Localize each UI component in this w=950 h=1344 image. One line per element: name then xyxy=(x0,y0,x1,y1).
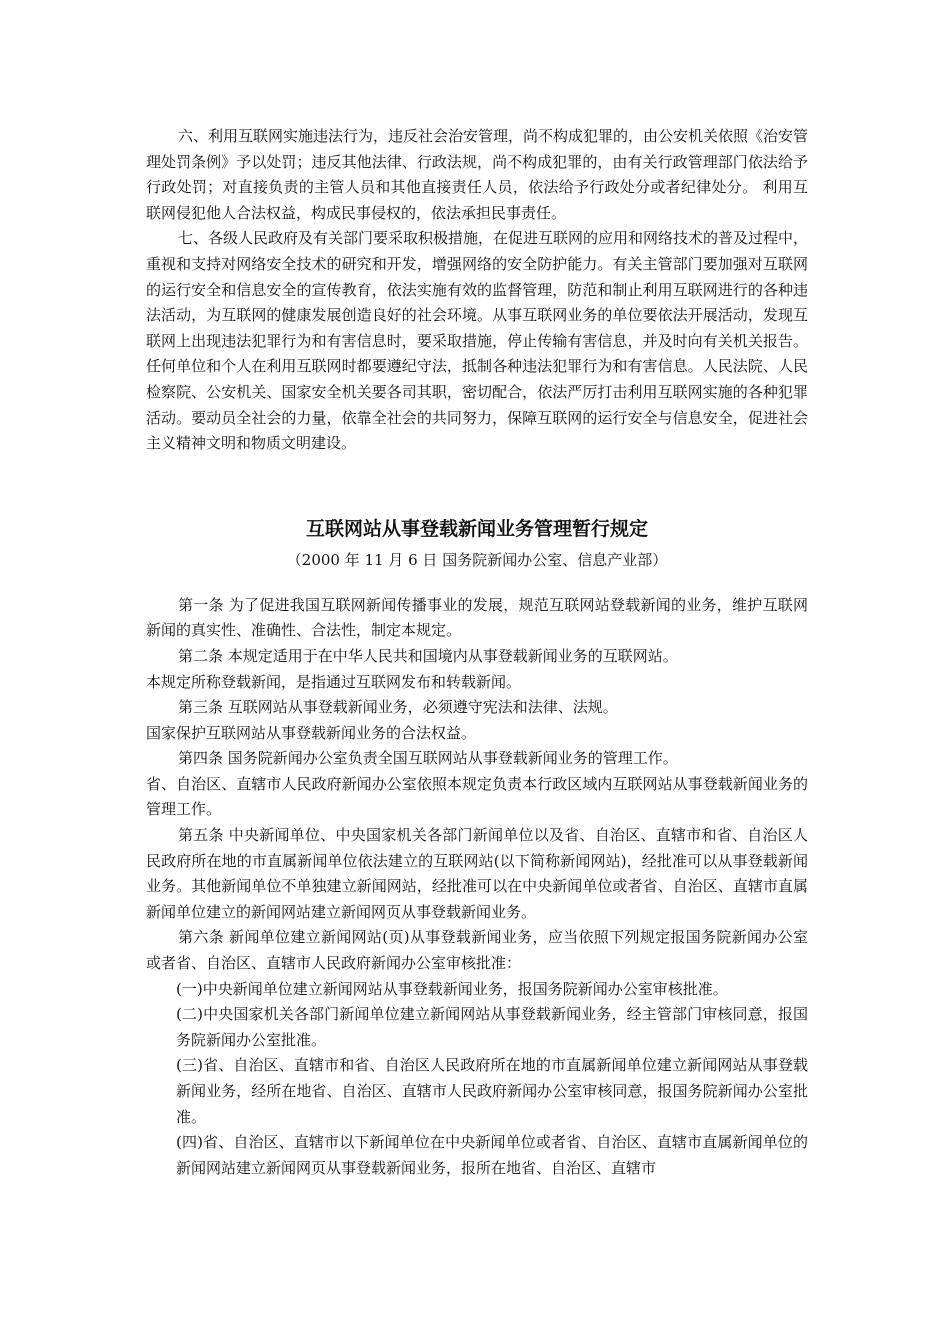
article-6-item-2: (二)中央国家机关各部门新闻单位建立新闻网站从事登载新闻业务，经主管部门审核同意，报国务院新闻办公室批准。 xyxy=(176,1005,808,1049)
article-3: 第三条 互联网站从事登载新闻业务，必须遵守宪法和法律、法规。 xyxy=(178,698,618,717)
section-gap xyxy=(146,457,808,515)
article-1: 第一条 为了促进我国互联网新闻传播事业的发展，规范互联网站登载新闻的业务，维护互联网新闻的真实性、准确性、合法性，制定本规定。 xyxy=(146,595,808,640)
article-6-item-3: (三)省、自治区、直辖市和省、自治区人民政府所在地的市直属新闻单位建立新闻网站从事登载新闻业务，经所在地省、自治区、直辖市人民政府新闻办公室审核同意，报国务院新闻办公室批准。 xyxy=(176,1056,808,1126)
regulation-subtitle: （2000 年 11 月 6 日 国务院新闻办公室、信息产业部） xyxy=(286,550,668,569)
article-3-continued: 国家保护互联网站从事登载新闻业务的合法权益。 xyxy=(146,723,477,742)
article-6: 第六条 新闻单位建立新闻网站(页)从事登载新闻业务，应当依照下列规定报国务院新闻办公室或者省、自治区、直辖市人民政府新闻办公室审核批准： xyxy=(146,928,808,973)
article-6-item-4: (四)省、自治区、直辖市以下新闻单位在中央新闻单位或者省、自治区、直辖市直属新闻单位的新闻网站建立新闻网页从事登载新闻业务，报所在地省、自治区、直辖市 xyxy=(176,1133,808,1177)
paragraph-seven: 七、各级人民政府及有关部门要采取积极措施，在促进互联网的应用和网络技术的普及过程中，重视和支持对网络安全技术的研究和开发，增强网络的安全防护能力。有关主管部门要加强对互联网的运行安全和信息安全的宣传教育，依法实施有效的监督管理，防范和制止利用互联网进行的各种违法活动，为互联网的健康发展创造良好的社会环境。从事互联网业务的单位要依法开展活动，发现互联网上出现违法犯罪行为和有害信息时，要采取措施，停止传输有害信息，并及时向有关机关报告。任何单位和个人在利用互联网时都要遵纪守法，抵制各种违法犯罪行为和有害信息。人民法院、人民检察院、公安机关、国家安全机关要各司其职，密切配合，依法严厉打击利用互联网实施的各种犯罪活动。要动员全社会的力量，依靠全社会的共同努力，保障互联网的运行安全与信息安全，促进社会主义精神文明和物质文明建设。 xyxy=(146,229,809,453)
document-page xyxy=(146,124,808,1181)
article-2: 第二条 本规定适用于在中华人民共和国境内从事登载新闻业务的互联网站。 xyxy=(178,646,678,665)
article-2-continued: 本规定所称登载新闻，是指通过互联网发布和转载新闻。 xyxy=(146,672,522,691)
article-4-continued: 省、自治区、直辖市人民政府新闻办公室依照本规定负责本行政区域内互联网站从事登载新闻业务的管理工作。 xyxy=(146,774,808,819)
regulation-title: 互联网站从事登载新闻业务管理暂行规定 xyxy=(305,517,648,540)
paragraph-six: 六、利用互联网实施违法行为，违反社会治安管理，尚不构成犯罪的，由公安机关依照《治安管理处罚条例》予以处罚；违反其他法律、行政法规，尚不构成犯罪的，由有关行政管理部门依法给予行政处罚；对直接负责的主管人员和其他直接责任人员，依法给予行政处分或者纪律处分。 利用互联网侵犯他人合法权益，构成民事侵权的，依法承担民事责任。 xyxy=(146,127,809,222)
article-4: 第四条 国务院新闻办公室负责全国互联网站从事登载新闻业务的管理工作。 xyxy=(178,749,678,768)
article-6-item-1: (一)中央新闻单位建立新闻网站从事登载新闻业务，报国务院新闻办公室审核批准。 xyxy=(176,979,728,998)
article-5: 第五条 中央新闻单位、中央国家机关各部门新闻单位以及省、自治区、直辖市和省、自治区人民政府所在地的市直属新闻单位依法建立的互联网站(以下简称新闻网站)，经批准可以从事登载新闻业务。其他新闻单位不单独建立新闻网站，经批准可以在中央新闻单位或者省、自治区、直辖市直属新闻单位建立的新闻网站建立新闻网页从事登载新闻业务。 xyxy=(146,826,808,921)
